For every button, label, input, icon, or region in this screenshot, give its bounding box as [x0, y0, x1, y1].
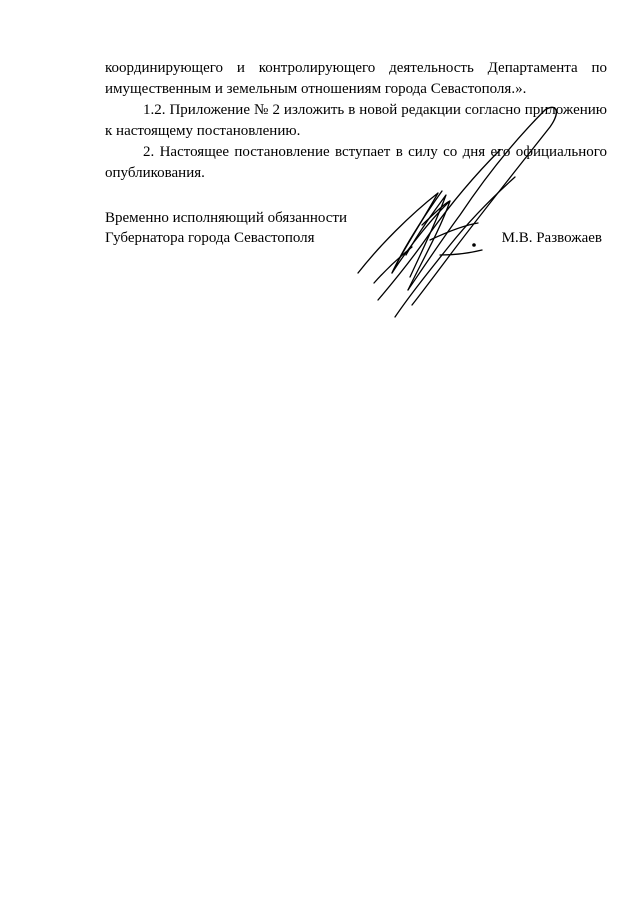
document-body	[105, 58, 607, 184]
signature-block	[105, 208, 607, 248]
signatory-name: М.В. Развожаев	[501, 230, 602, 246]
signatory-position-line2: Губернатора города Севастополя	[105, 230, 315, 246]
paragraph-item-1-2: 1.2. Приложение № 2 изложить в новой редакции согласно приложению к настоящему постановлению.	[105, 102, 607, 139]
paragraph-continuation: координирующего и контролирующего деятельность Департамента по имущественным и земельным отношениям города Севастополя.».	[105, 60, 607, 97]
signatory-position-line1: Временно исполняющий обязанности	[105, 210, 348, 226]
paragraph-item-2: 2. Настоящее постановление вступает в силу со дня его официального опубликования.	[105, 144, 607, 181]
